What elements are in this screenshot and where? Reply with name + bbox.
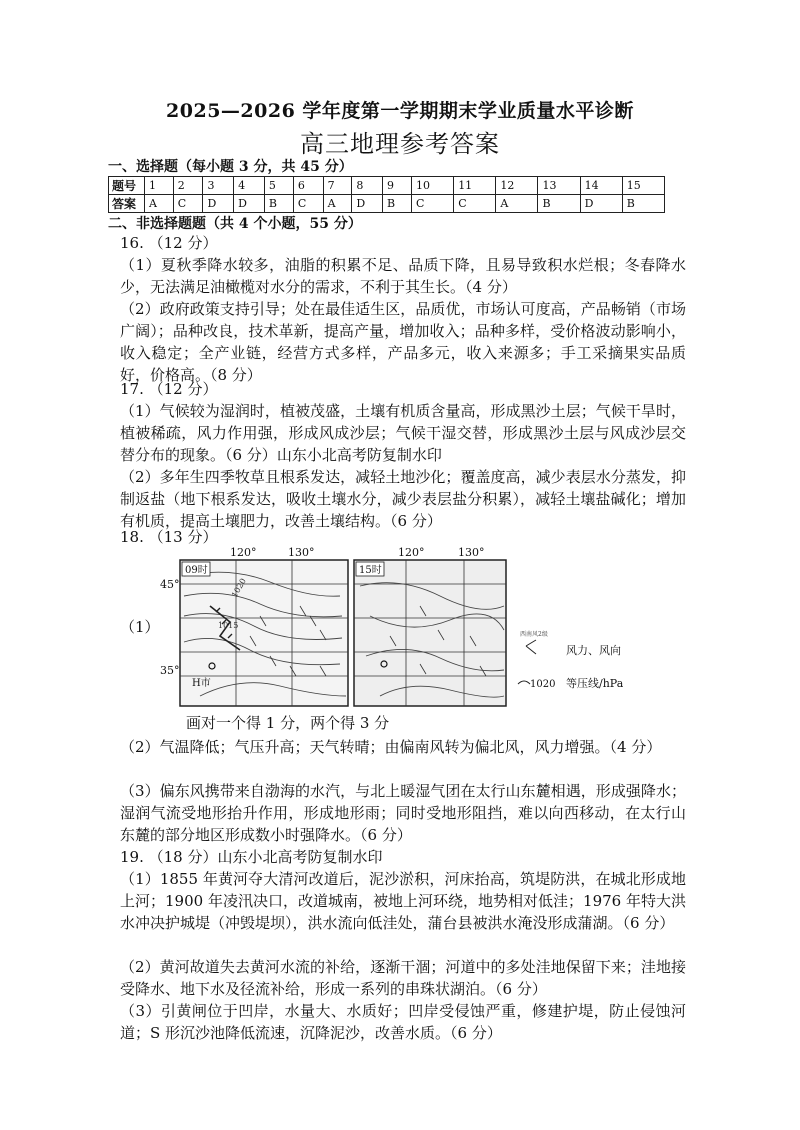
q-answer: B	[538, 195, 580, 213]
lat-35: 35°	[160, 664, 180, 677]
q-number: 12	[496, 177, 538, 195]
q18-answer-3: （3）偏东风携带来自渤海的水汽，与北上暖湿气团在太行山东麓相遇，形成强降水；湿润气流受地形抬升作用，形成地形雨；同时受地形阻挡，难以向西移动，在太行山东麓的部分地区形成数小时强降水。（6 分）	[120, 782, 686, 844]
row-label-numbers: 题号	[109, 177, 145, 195]
map-panel-15	[354, 546, 506, 706]
q17-heading: 17. （12 分）	[120, 380, 218, 398]
q18-sub1-label: （1）	[120, 618, 160, 636]
panel-frame	[354, 560, 506, 706]
q-answer: C	[454, 195, 496, 213]
section2-heading: 二、非选择题题（共 4 个小题，55 分）	[108, 216, 362, 232]
weather-map-figure	[160, 546, 690, 712]
q-answer: C	[412, 195, 454, 213]
panel1-time: 09时	[185, 565, 208, 576]
q-number: 14	[580, 177, 622, 195]
q-answer: C	[173, 195, 203, 213]
q-number: 9	[383, 177, 412, 195]
isobar-label-1020: 1020	[229, 576, 248, 599]
q-number: 2	[173, 177, 203, 195]
q-answer: A	[496, 195, 538, 213]
section1-heading: 一、选择题（每小题 3 分，共 45 分）	[108, 159, 353, 175]
isobar-symbol-icon	[518, 681, 530, 684]
q-answer: D	[234, 195, 265, 213]
q16-answer-1: （1）夏秋季降水较多，油脂的积累不足、品质下降，且易导致积水烂根；冬春降水少，无法满足油橄榄对水分的需求，不利于其生长。（4 分）	[120, 256, 686, 296]
q19-heading: 19. （18 分）山东小北高考防复制水印	[120, 848, 383, 866]
panel2-lon1: 120°	[398, 546, 425, 559]
q-number: 3	[203, 177, 234, 195]
q-answer: D	[352, 195, 383, 213]
legend-isobar-value: 1020	[530, 679, 556, 690]
q19-answer-3: （3）引黄闸位于凹岸，水量大、水质好；凹岸受侵蚀严重，修建护堤，防止侵蚀河道；S 形沉沙池降低流速，沉降泥沙，改善水质。（6 分）	[120, 1002, 686, 1042]
number-row	[109, 177, 665, 195]
panel1-lon1: 120°	[230, 546, 257, 559]
q-number: 6	[293, 177, 323, 195]
q-answer: A	[323, 195, 352, 213]
q-number: 8	[352, 177, 383, 195]
q-answer: B	[622, 195, 664, 213]
wind-symbol-icon	[526, 640, 536, 654]
q-number: 4	[234, 177, 265, 195]
q16-answer-2: （2）政府政策支持引导；处在最佳适生区，品质优，市场认可度高，产品畅销（市场广阔）；品种改良，技术革新，提高产量，增加收入；品种多样，受价格波动影响小，收入稳定；全产业链，经营方式多样，产品多元，收入来源多；手工采摘果实品质好，价格高。（8 分）	[120, 300, 686, 384]
q-number: 1	[145, 177, 174, 195]
q-number: 5	[264, 177, 293, 195]
q-answer: C	[293, 195, 323, 213]
q-number: 7	[323, 177, 352, 195]
map-legend	[518, 630, 624, 690]
q-number: 11	[454, 177, 496, 195]
q19-answer-1: （1）1855 年黄河夺大清河改道后，泥沙淤积，河床抬高，筑堤防洪，在城北形成地上河；1900 年凌汛决口，改道城南，被地上河环绕，地势相对低洼；1976 年特大洪水冲决护城堤（冲毁堤坝），洪水流向低洼处，蒲台县被洪水淹没形成蒲湖。（6 分）	[120, 870, 686, 932]
q18-heading: 18. （13 分）	[120, 528, 218, 546]
legend-sample: 西南风2级	[520, 631, 548, 638]
q-number: 15	[622, 177, 664, 195]
q-answer: A	[145, 195, 174, 213]
q-number: 10	[412, 177, 454, 195]
q-answer: B	[264, 195, 293, 213]
answer-table	[108, 176, 665, 213]
q16-heading: 16. （12 分）	[120, 234, 218, 252]
city-label: H市	[192, 678, 211, 689]
legend-isobar: 等压线/hPa	[566, 677, 624, 690]
panel2-lon2: 130°	[458, 546, 485, 559]
lat-45: 45°	[160, 578, 180, 591]
q-answer: D	[203, 195, 234, 213]
q-answer: B	[383, 195, 412, 213]
q19-answer-2: （2）黄河故道失去黄河水流的补给，逐渐干涸；河道中的多处洼地保留下来；洼地接受降水、地下水及径流补给，形成一系列的串珠状湖泊。（6 分）	[120, 958, 686, 998]
q-answer: D	[580, 195, 622, 213]
map-panel-09	[160, 546, 348, 706]
q-number: 13	[538, 177, 580, 195]
answer-row	[109, 195, 665, 213]
q18-map-caption: 画对一个得 1 分，两个得 3 分	[186, 714, 390, 732]
q18-answer-2: （2）气温降低；气压升高；天气转晴；由偏南风转为偏北风，风力增强。（4 分）	[120, 738, 662, 756]
q17-answer-2: （2）多年生四季牧草且根系发达，减轻土地沙化；覆盖度高，减少表层水分蒸发，抑制返盐（地下根系发达，吸收土壤水分，减少表层盐分积累），减轻土壤盐碱化；增加有机质，提高土壤肥力，改善土壤结构。（6 分）	[120, 468, 686, 530]
row-label-answers: 答案	[109, 195, 145, 213]
panel1-lon2: 130°	[288, 546, 315, 559]
legend-wind: 风力、风向	[566, 644, 621, 657]
q17-answer-1: （1）气候较为湿润时，植被茂盛，土壤有机质含量高，形成黑沙土层；气候干旱时，植被稀疏，风力作用强，形成风成沙层；气候干湿交替，形成黑沙土层与风成沙层交替分布的现象。（6 分）山东小北高考防复制水印	[120, 402, 686, 464]
exam-title: 2025—2026 学年度第一学期期末学业质量水平诊断	[166, 100, 634, 122]
isobar-label-1015: 1015	[218, 621, 239, 630]
answer-title: 高三地理参考答案	[300, 130, 500, 158]
panel2-time: 15时	[359, 565, 382, 576]
